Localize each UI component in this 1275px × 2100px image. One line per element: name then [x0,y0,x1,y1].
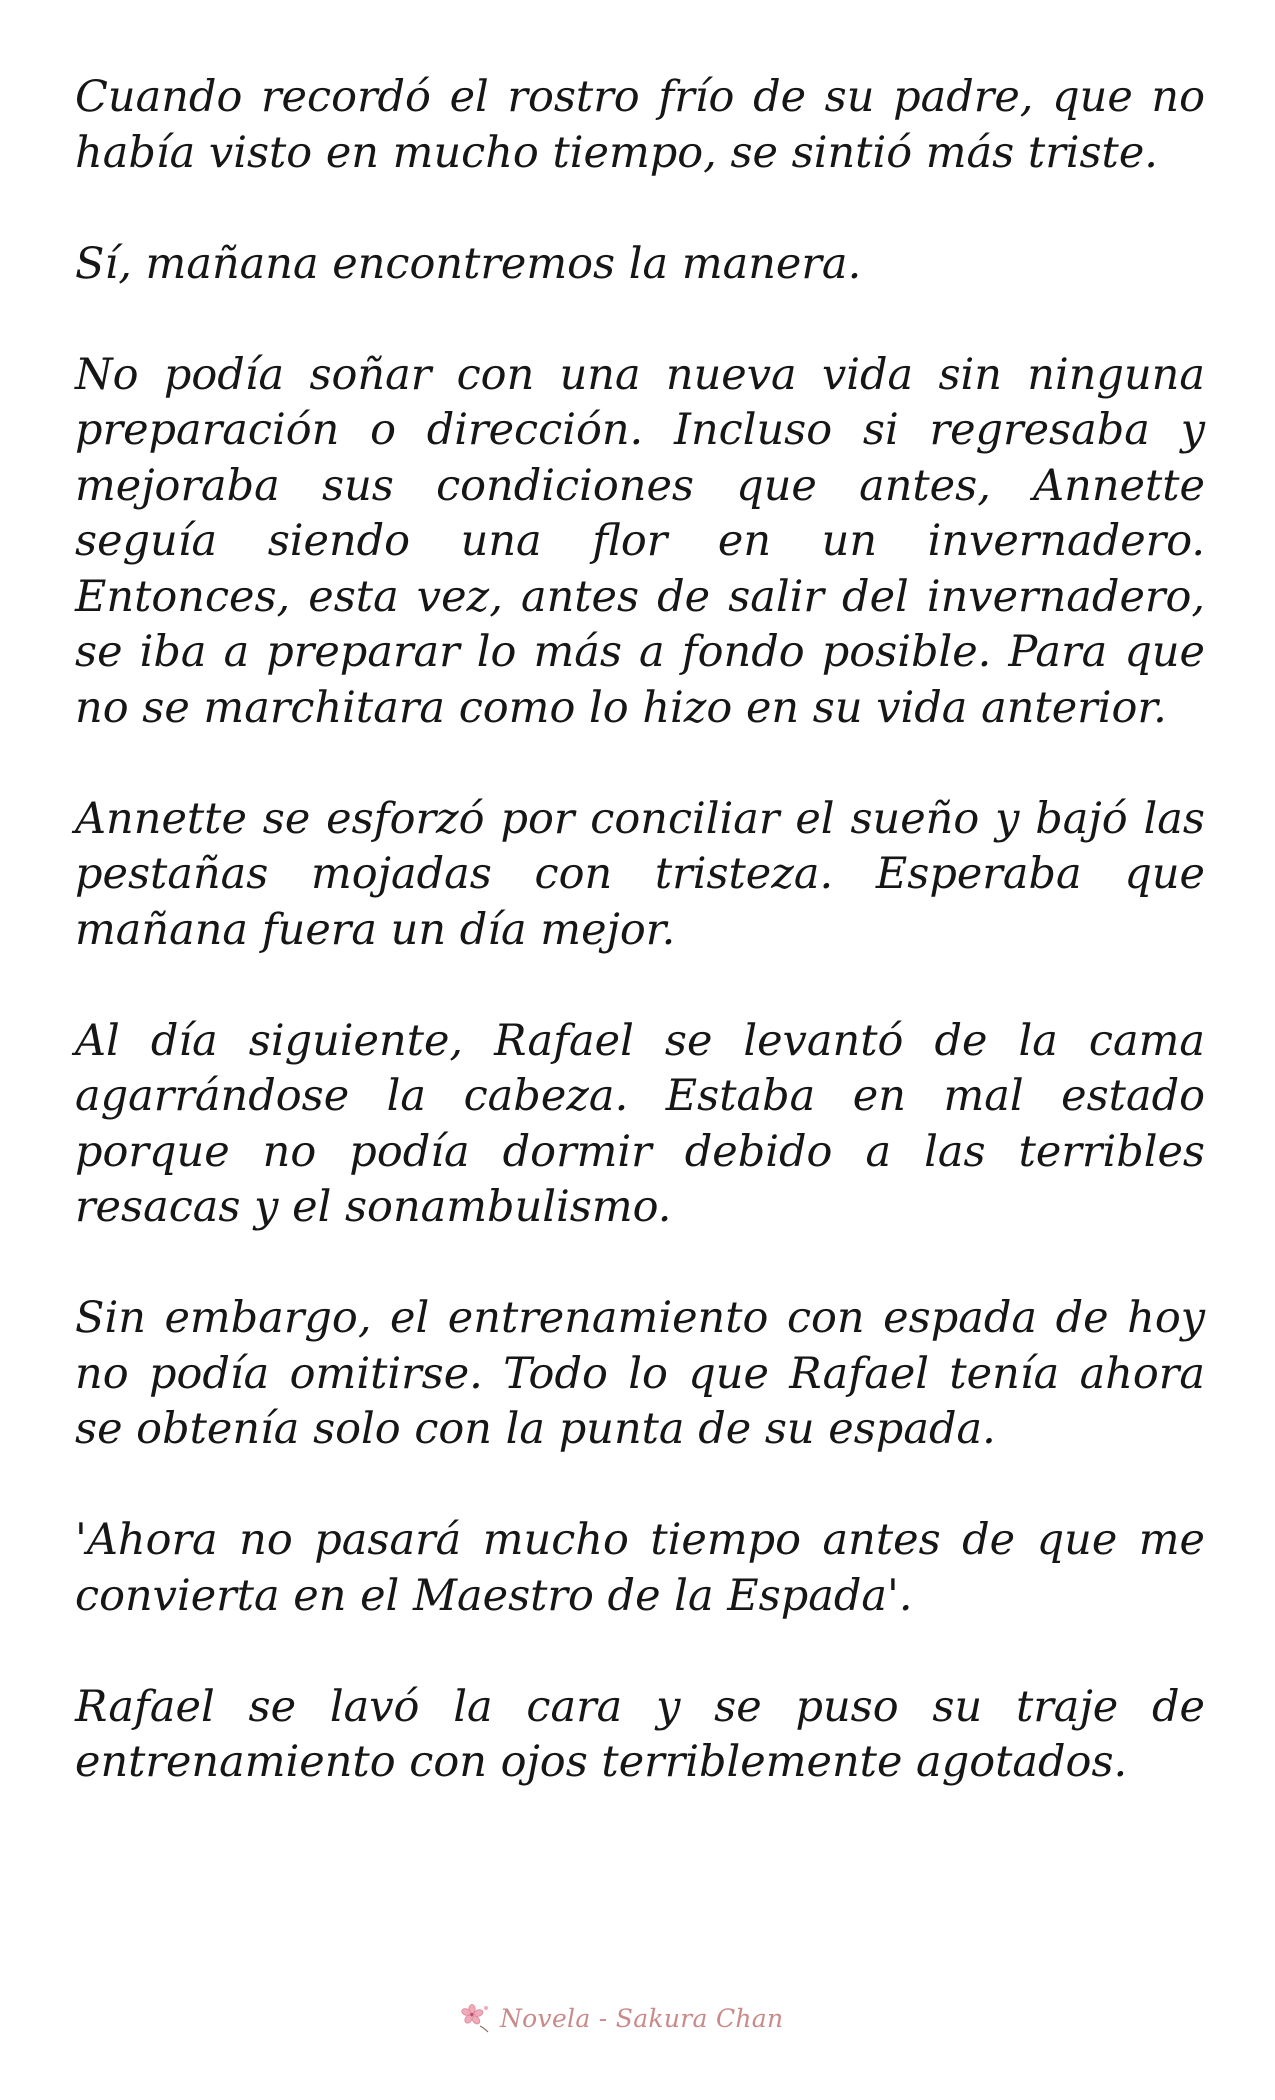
paragraph: 'Ahora no pasará mucho tiempo antes de que me convierta en el Maestro de la Espada'. [75,1515,1205,1621]
paragraph: Sí, mañana encontremos la manera. [75,238,862,289]
paragraph: No podía soñar con una nueva vida sin ninguna preparación o dirección. Incluso si regresaba y mejoraba sus condiciones que antes, Annette seguía siendo una flor en un invernadero. Entonces, esta vez, antes de salir del invernadero, se iba a preparar lo más a fondo posible. Para que no se marchitara como lo hizo en su vida anterior. [75,349,1205,733]
paragraph: Sin embargo, el entrenamiento con espada de hoy no podía omitirse. Todo lo que Rafael tenía ahora se obtenía solo con la punta de su espada. [75,1293,1205,1454]
sakura-icon [460,2002,492,2034]
paragraph: Cuando recordó el rostro frío de su padre, que no había visto en mucho tiempo, se sintió más triste. [75,72,1205,178]
watermark-footer [460,1998,783,2038]
paragraph: Rafael se lavó la cara y se puso su traje de entrenamiento con ojos terriblemente agotados. [75,1681,1205,1787]
footer-text: Novela - Sakura Chan [500,2003,784,2033]
paragraph: Annette se esforzó por conciliar el sueño y bajó las pestañas mojadas con tristeza. Esperaba que mañana fuera un día mejor. [75,793,1205,955]
document-body [75,70,1205,1791]
paragraph: Al día siguiente, Rafael se levantó de la cama agarrándose la cabeza. Estaba en mal estado porque no podía dormir debido a las terribles resacas y el sonambulismo. [75,1015,1205,1232]
